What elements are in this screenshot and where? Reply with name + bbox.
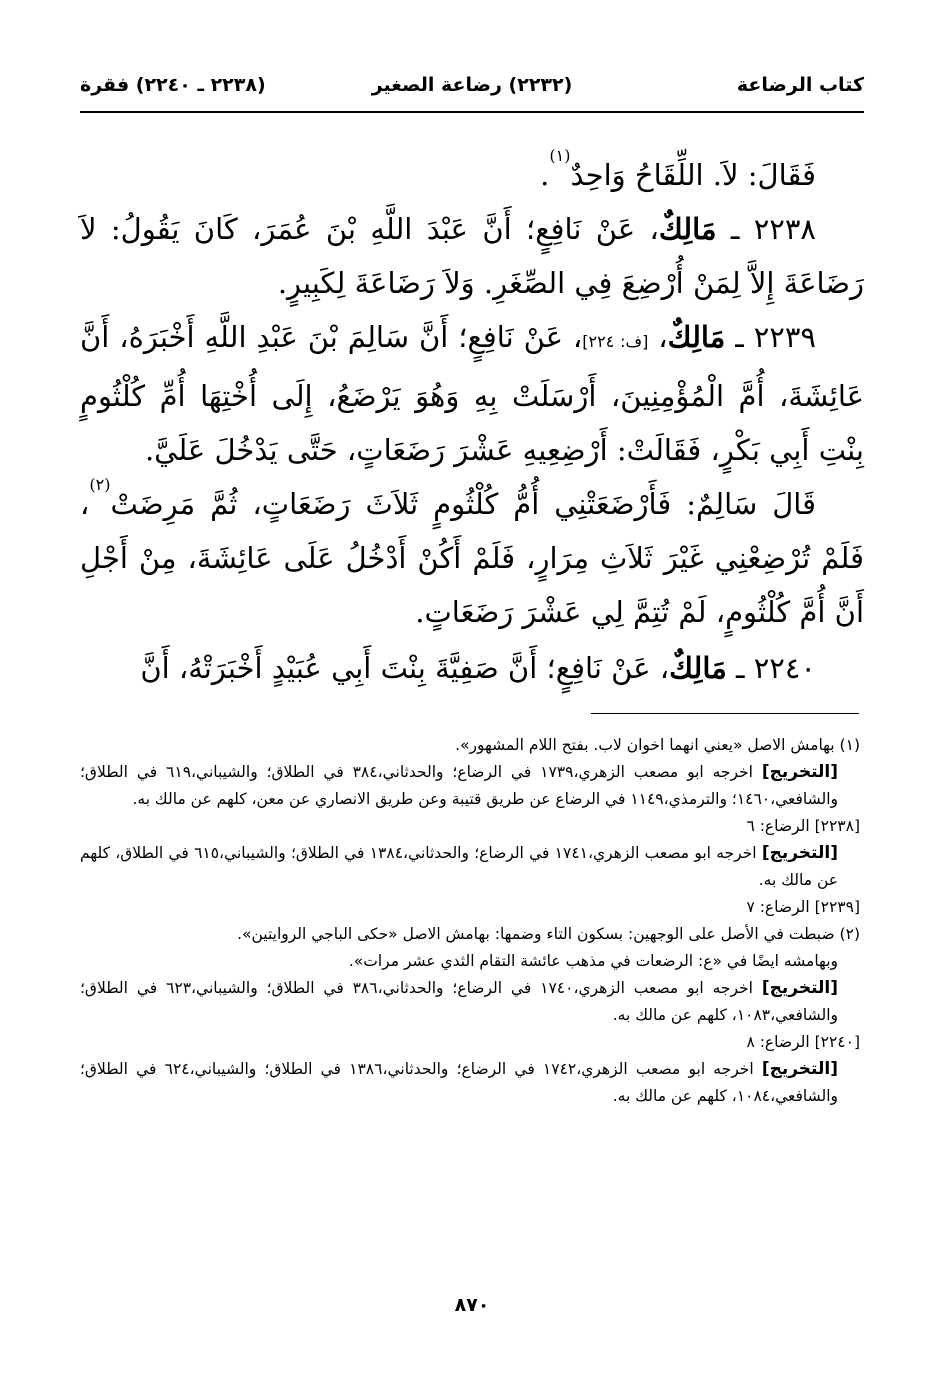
- takhrij-note: [80, 840, 860, 894]
- hadith-text: ، عَنْ نَافِعٍ؛ أَنَّ سَالِمَ بْنَ عَبْدِ اللَّهِ أَخْبَرَهُ، أَنَّ عَائِشَةَ، أُمَّ الْمُؤْمِنِينَ، أَرْسَلَتْ بِهِ وَهُوَ يَرْضَعُ، إِلَى أُخْتِهَا أُمِّ كُلْثُومٍ بِنْتِ أَبِي بَكْرٍ، فَقَالَتْ: أَرْضِعِيهِ عَشْرَ رَضَعَاتٍ، حَتَّى يَدْخُلَ عَلَيَّ.: [80, 320, 864, 467]
- text-span: فَقَالَ: لاَ. اللِّقَاحُ وَاحِدٌ: [570, 158, 816, 192]
- narrator-name: مَالِكٌ: [669, 651, 727, 685]
- hadith-text: ، عَنْ نَافِعٍ؛ أَنَّ صَفِيَّةَ بِنْتَ أَبِي عُبَيْدٍ أَخْبَرَتْهُ، أَنَّ: [140, 651, 670, 685]
- note-text: اخرجه ابو مصعب الزهري،١٧٤٢ في الرضاع؛ والحدثاني،١٣٨٦ في الطلاق؛ والشيباني،٦٢٤ في الطلاق؛ والشافعي،١٠٨٤، كلهم عن مالك به.: [80, 1060, 838, 1105]
- footnote-2-continued: وبهامشه ايضًا في «ع: الرضعات في مذهب عائشة التقام الثدي عشر مرات».: [348, 952, 838, 970]
- takhrij-note: [80, 759, 860, 813]
- paragraph-continuation: [80, 148, 864, 202]
- hadith-2239: ٢٢٣٩ ـ مَالِكٌ، [ف: ٢٢٤]، عَنْ نَافِعٍ؛ أَنَّ سَالِمَ بْنَ عَبْدِ اللَّهِ أَخْبَرَهُ، أَنَّ عَائِشَةَ، أُمَّ الْمُؤْمِنِينَ، أَرْسَلَتْ بِهِ وَهُوَ يَرْضَعُ، إِلَى أُخْتِهَا أُمِّ كُلْثُومٍ بِنْتِ أَبِي بَكْرٍ، فَقَالَتْ: أَرْضِعِيهِ عَشْرَ رَضَعَاتٍ، حَتَّى يَدْخُلَ عَلَيَّ.: [80, 320, 864, 467]
- header-book-title: كتاب الرضاعة: [736, 74, 864, 96]
- footnote-ref-1: (١): [549, 146, 571, 165]
- page-number: ٨٧٠: [454, 1294, 490, 1316]
- takhrij-label: [التخريج]: [761, 1059, 838, 1079]
- hadith-text: ، عَنْ نَافِعٍ؛ أَنَّ عَبْدَ اللَّهِ بْنَ عُمَرَ، كَانَ يَقُولُ: لاَ رَضَاعَةَ إِلاَّ لِمَنْ أُرْضِعَ فِي الصِّغَرِ. وَلاَ رَضَاعَةَ لِكَبِيرٍ.: [80, 212, 864, 300]
- footnote-separator: [591, 713, 859, 714]
- narrator-name: مَالِكٌ: [667, 320, 726, 354]
- hadith-number: ٢٢٣٩ ـ: [735, 320, 816, 354]
- note-text: اخرجه ابو مصعب الزهري،١٧٤٠ في الرضاع؛ والحدثاني،٣٨٦ في الطلاق؛ والشيباني،٦٢٣ في الطلاق؛ والشافعي،١٠٨٣، كلهم عن مالك به.: [80, 979, 838, 1024]
- takhrij-label: [التخريج]: [761, 762, 838, 782]
- manuscript-ref: [ف: ٢٢٤]: [582, 332, 649, 351]
- ref-2239: [٢٢٣٩] الرضاع: ٧: [746, 898, 860, 916]
- narrator-name: مَالِكٌ: [658, 212, 717, 246]
- text-span: قَالَ سَالِمٌ: فَأَرْضَعَتْنِي أُمُّ كُلْثُومٍ ثَلاَثَ رَضَعَاتٍ، ثُمَّ مَرِضَتْ: [110, 487, 816, 521]
- header-rule: [80, 111, 864, 113]
- footnote-ref-2: (٢): [89, 475, 111, 494]
- ref-2240: [٢٢٤٠] الرضاع: ٨: [746, 1033, 860, 1051]
- footnote-2: (٢) ضبطت في الأصل على الوجهين: بسكون التاء وضمها: بهامش الاصل «حكى الباجي الروايتين».: [237, 925, 860, 943]
- hadith-number: ٢٢٣٨ ـ: [730, 212, 817, 246]
- salim-statement: [80, 477, 864, 639]
- hadith-2238: [80, 202, 864, 310]
- takhrij-note: [80, 975, 860, 1029]
- text-span: .: [540, 158, 550, 192]
- takhrij-note: [80, 1056, 860, 1110]
- takhrij-label: [التخريج]: [761, 843, 838, 863]
- hadith-2240: [80, 641, 864, 695]
- note-text: اخرجه ابو مصعب الزهري،١٧٤١ في الرضاع؛ والحدثاني،١٣٨٤ في الطلاق؛ والشيباني،٦١٥ في الطلاق، كلهم عن مالك به.: [80, 844, 838, 889]
- note-text: اخرجه ابو مصعب الزهري،١٧٣٩ في الرضاع؛ والحدثاني،٣٨٤ في الطلاق؛ والشيباني،٦١٩ في الطلاق؛ والشافعي،١٤٦٠؛ والترمذي،١١٤٩ في الرضاع عن طريق قتيبة وعن طريق الانصاري عن معن، كلهم عن مالك به.: [80, 763, 838, 808]
- ref-2238: [٢٢٣٨] الرضاع: ٦: [746, 817, 860, 835]
- running-header: [80, 70, 864, 106]
- footnotes: [80, 732, 860, 1110]
- footnote-1: (١) بهامش الاصل «يعني انهما اخوان لاب. بفتح اللام المشهور».: [455, 736, 860, 754]
- takhrij-label: [التخريج]: [761, 978, 838, 998]
- main-text: [80, 148, 864, 695]
- text-span: ، فَلَمْ تُرْضِعْنِي غَيْرَ ثَلاَثِ مِرَارٍ، فَلَمْ أَكُنْ أَدْخُلُ عَلَى عَائِشَةَ، مِنْ أَجْلِ أَنَّ أُمَّ كُلْثُومٍ، لَمْ تُتِمَّ لِي عَشْرَ رَضَعَاتٍ.: [80, 487, 864, 629]
- header-paragraph-range: (٢٢٣٨ ـ ٢٢٤٠) فقرة: [80, 74, 266, 96]
- hadith-number: ٢٢٤٠ ـ: [735, 651, 816, 685]
- header-chapter-title: (٢٢٣٢) رضاعة الصغير: [371, 74, 573, 96]
